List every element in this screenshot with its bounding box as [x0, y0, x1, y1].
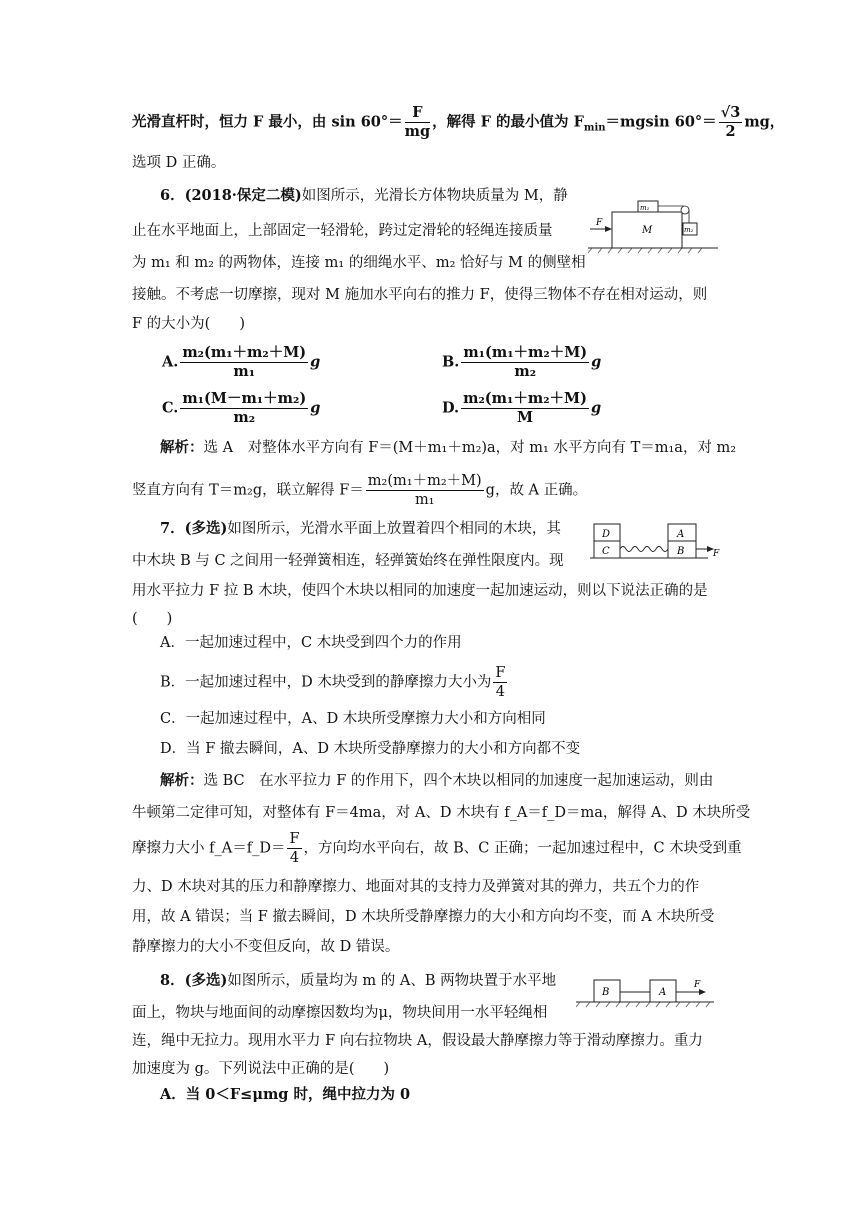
fraction	[180, 390, 308, 427]
q5-line1	[132, 104, 784, 141]
q7-line3: 用水平拉力 F 拉 B 木块，使四个木块以相同的加速度一起加速运动，则以下说法正确的是	[132, 583, 708, 599]
q6-line3: 为 m₁ 和 m₂ 的两物体，连接 m₁ 的细绳水平、m₂ 恰好与 M 的侧壁相	[132, 255, 586, 271]
q8-line4: 加速度为 g。下列说法中正确的是( )	[132, 1061, 390, 1077]
question-number: 7．	[160, 520, 185, 537]
q7-line4: ( )	[132, 611, 173, 627]
q6-option-d[interactable]	[442, 390, 601, 427]
frac-den: mg	[404, 123, 431, 140]
fig-label-C: C	[602, 546, 610, 557]
text: 选 BC 在水平拉力 F 的作用下，四个木块以相同的加速度一起加速运动，则由	[203, 773, 714, 789]
frac-den: 4	[289, 850, 300, 866]
q7-option-b[interactable]	[160, 664, 509, 701]
subscript: min	[583, 122, 606, 134]
fig-label-F: F	[694, 980, 701, 990]
frac-num: m₂(m₁＋m₂＋M)	[182, 344, 307, 361]
option-label: C.	[162, 399, 179, 417]
q6-option-a[interactable]	[162, 344, 320, 381]
text: 竖直方向有 T＝m₂g，联立解得 F＝	[132, 482, 364, 499]
text: ＝mgsin 60°＝	[605, 113, 717, 131]
q7-option-c[interactable]: C．一起加速过程中，A、D 木块所受摩擦力大小和方向相同	[160, 711, 546, 727]
text: 如图所示，质量均为 m 的 A、B 两物块置于水平地	[227, 973, 557, 989]
q6-analysis-line1	[160, 437, 736, 459]
text: 摩擦力大小 f_A＝f_D＝	[132, 840, 286, 857]
fraction	[719, 104, 743, 141]
frac-den: 4	[495, 684, 506, 700]
q8-line3: 连，绳中无拉力。现用水平力 F 向右拉物块 A，假设最大静摩擦力等于滑动摩擦力。重力	[132, 1033, 703, 1049]
text: 如图所示，光滑水平面上放置着四个相同的木块，其	[227, 521, 561, 537]
q6-option-b[interactable]	[442, 344, 601, 381]
fig-label-A: A	[659, 987, 667, 998]
frac-num: √3	[720, 104, 741, 121]
fig-label-B: B	[602, 987, 610, 998]
q8-option-a[interactable]: A．当 0＜F≤μmg 时，绳中拉力为 0	[160, 1086, 411, 1103]
text: g	[591, 353, 602, 371]
q8-line1	[160, 970, 556, 992]
fig-label-F: F	[713, 549, 720, 559]
text: ，解得 F 的最小值为 F	[432, 113, 584, 131]
fraction	[405, 104, 430, 141]
text: 选 A 对整体水平方向有 F＝(M＋m₁＋m₂)a，对 m₁ 水平方向有 T＝m₁a，对 m₂	[203, 440, 737, 456]
text: ，方向均水平向右，故 B、C 正确；一起加速过程中，C 木块受到重	[303, 840, 742, 857]
question-tag: (多选)	[184, 972, 228, 989]
text: 如图所示，光滑长方体物块质量为 M，静	[301, 188, 568, 204]
q7-option-a[interactable]: A．一起加速过程中，C 木块受到四个力的作用	[160, 635, 462, 651]
text: g	[310, 399, 321, 417]
q6-analysis-line2	[132, 472, 587, 509]
frac-num: F	[405, 104, 430, 123]
option-label: D.	[442, 399, 460, 417]
question-number: 6．	[160, 187, 185, 204]
frac-den: m₁	[414, 492, 435, 508]
fraction	[461, 390, 589, 427]
frac-num: m₂(m₁＋m₂＋M)	[367, 473, 482, 489]
fraction	[493, 664, 507, 701]
fig-label-m2: m₂	[684, 226, 694, 234]
fig-label-A: A	[677, 529, 685, 540]
q7-analysis-line5: 用，故 A 错误；当 F 撤去瞬间，D 木块所受静摩擦力的大小和方向均不变，而 A 木块所受	[132, 909, 715, 925]
fraction	[366, 472, 484, 509]
text: g，故 A 正确。	[485, 482, 588, 499]
q7-analysis-line2: 牛顿第二定律可知，对整体有 F＝4ma，对 A、D 木块有 f_A＝f_D＝ma，解得 A、D 木块所受	[132, 805, 751, 821]
text: 光滑直杆时，恒力 F 最小，由 sin 60°＝	[132, 113, 403, 131]
question-tag: (多选)	[184, 520, 228, 537]
question-source: (2018·保定二模)	[184, 187, 302, 204]
q6-line5: F 的大小为( )	[132, 316, 245, 332]
q7-analysis-line4: 力、D 木块对其的压力和静摩擦力、地面对其的支持力及弹簧对其的弹力，共五个力的作	[132, 879, 700, 895]
fraction	[461, 344, 589, 381]
frac-num: F	[495, 665, 506, 681]
q7-figure	[590, 520, 720, 562]
frac-num: F	[289, 831, 300, 847]
q6-line1	[160, 185, 568, 207]
fig-label-D: D	[602, 529, 611, 540]
fig-label-B: B	[677, 546, 685, 557]
question-number: 8．	[160, 972, 185, 989]
option-label: B.	[442, 353, 460, 371]
fig-label-M: M	[642, 225, 653, 236]
text: B．一起加速过程中，D 木块受到的静摩擦力大小为	[160, 674, 492, 691]
frac-den: m₁	[233, 363, 256, 380]
q6-line2: 止在水平地面上，上部固定一轻滑轮，跨过定滑轮的轻绳连接质量	[132, 223, 553, 239]
frac-den: m₂	[233, 409, 256, 426]
analysis-label: 解析：	[160, 772, 204, 789]
q8-line2: 面上，物块与地面间的动摩擦因数均为μ，物块间用一水平轻绳相	[132, 1005, 548, 1021]
q6-figure	[588, 196, 718, 254]
q5-line2: 选项 D 正确。	[132, 155, 226, 171]
fig-label-m1: m₁	[640, 204, 650, 212]
frac-den: M	[517, 409, 534, 426]
q7-option-d[interactable]: D．当 F 撤去瞬间，A、D 木块所受静摩擦力的大小和方向都不变	[160, 741, 581, 757]
q7-analysis-line1	[160, 770, 713, 792]
frac-num: m₁(m₁＋m₂＋M)	[463, 344, 588, 361]
text: mg，	[744, 113, 785, 131]
q7-analysis-line3	[132, 830, 742, 867]
frac-den: m₂	[514, 363, 537, 380]
q6-option-c[interactable]	[162, 390, 320, 427]
option-label: A.	[162, 353, 179, 371]
fraction	[287, 830, 301, 867]
frac-num: m₁(M－m₁＋m₂)	[182, 390, 307, 407]
q7-line2: 中木块 B 与 C 之间用一轻弹簧相连，轻弹簧始终在弹性限度内。现	[132, 553, 564, 569]
text: g	[590, 399, 602, 417]
q8-figure	[576, 972, 716, 1012]
frac-den: 2	[725, 123, 736, 140]
text: g	[310, 353, 321, 371]
analysis-label: 解析：	[160, 439, 204, 456]
fraction	[180, 344, 308, 381]
q7-line1	[160, 518, 561, 540]
q6-line4: 接触。不考虑一切摩擦，现对 M 施加水平向右的推力 F，使得三物体不存在相对运动，则	[132, 287, 708, 303]
fig-label-F: F	[596, 218, 603, 228]
frac-num: m₂(m₁＋m₂＋M)	[463, 390, 587, 407]
q7-analysis-line6: 静摩擦力的大小不变但反向，故 D 错误。	[132, 939, 400, 955]
